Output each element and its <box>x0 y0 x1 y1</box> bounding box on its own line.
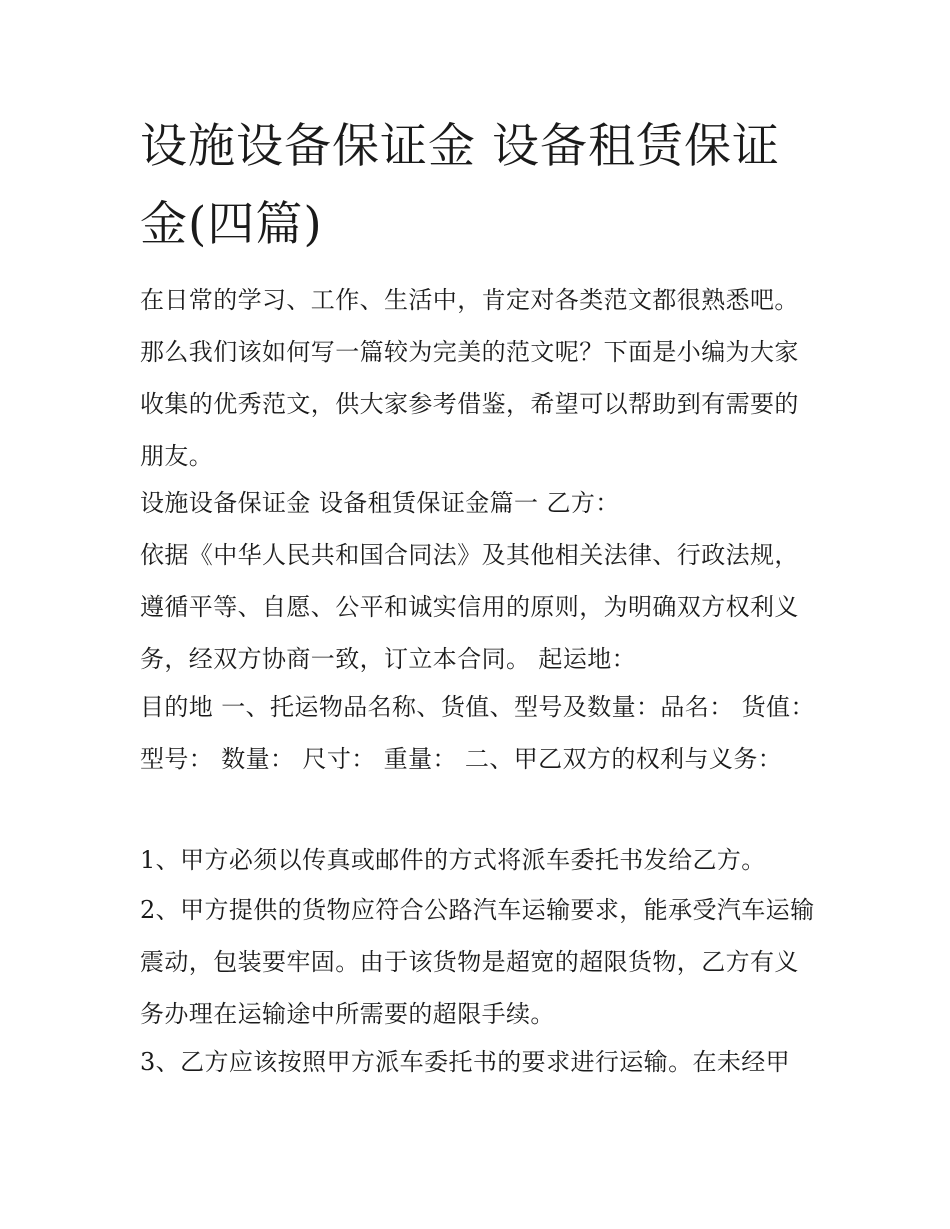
section-heading: 设施设备保证金 设备租赁保证金篇一 乙方： <box>140 489 620 517</box>
contract-preamble: 依据《中华人民共和国合同法》及其他相关法律、行政法规，遵循平等、自愿、公平和诚实信用的原则，为明确双方权利义务，经双方协商一致，订立本合同。 起运地： <box>140 541 799 673</box>
cargo-details: 目的地 一、托运物品名称、货值、型号及数量：品名： 货值： 型号： 数量： 尺寸： 重量： 二、甲乙双方的权利与义务： <box>140 693 815 773</box>
document-title: 设施设备保证金 设备租赁保证金(四篇) <box>140 119 780 252</box>
clause-1: 1、甲方必须以传真或邮件的方式将派车委托书发给乙方。 <box>140 846 766 874</box>
clause-3: 3、乙方应该按照甲方派车委托书的要求进行运输。在未经甲 <box>140 1048 791 1076</box>
intro-paragraph: 在日常的学习、工作、生活中，肯定对各类范文都很熟悉吧。那么我们该如何写一篇较为完美的范文呢？下面是小编为大家收集的优秀范文，供大家参考借鉴，希望可以帮助到有需要的朋友。 <box>140 286 799 470</box>
clause-2: 2、甲方提供的货物应符合公路汽车运输要求，能承受汽车运输震动，包装要牢固。由于该货物是超宽的超限货物，乙方有义务办理在运输途中所需要的超限手续。 <box>140 896 815 1028</box>
